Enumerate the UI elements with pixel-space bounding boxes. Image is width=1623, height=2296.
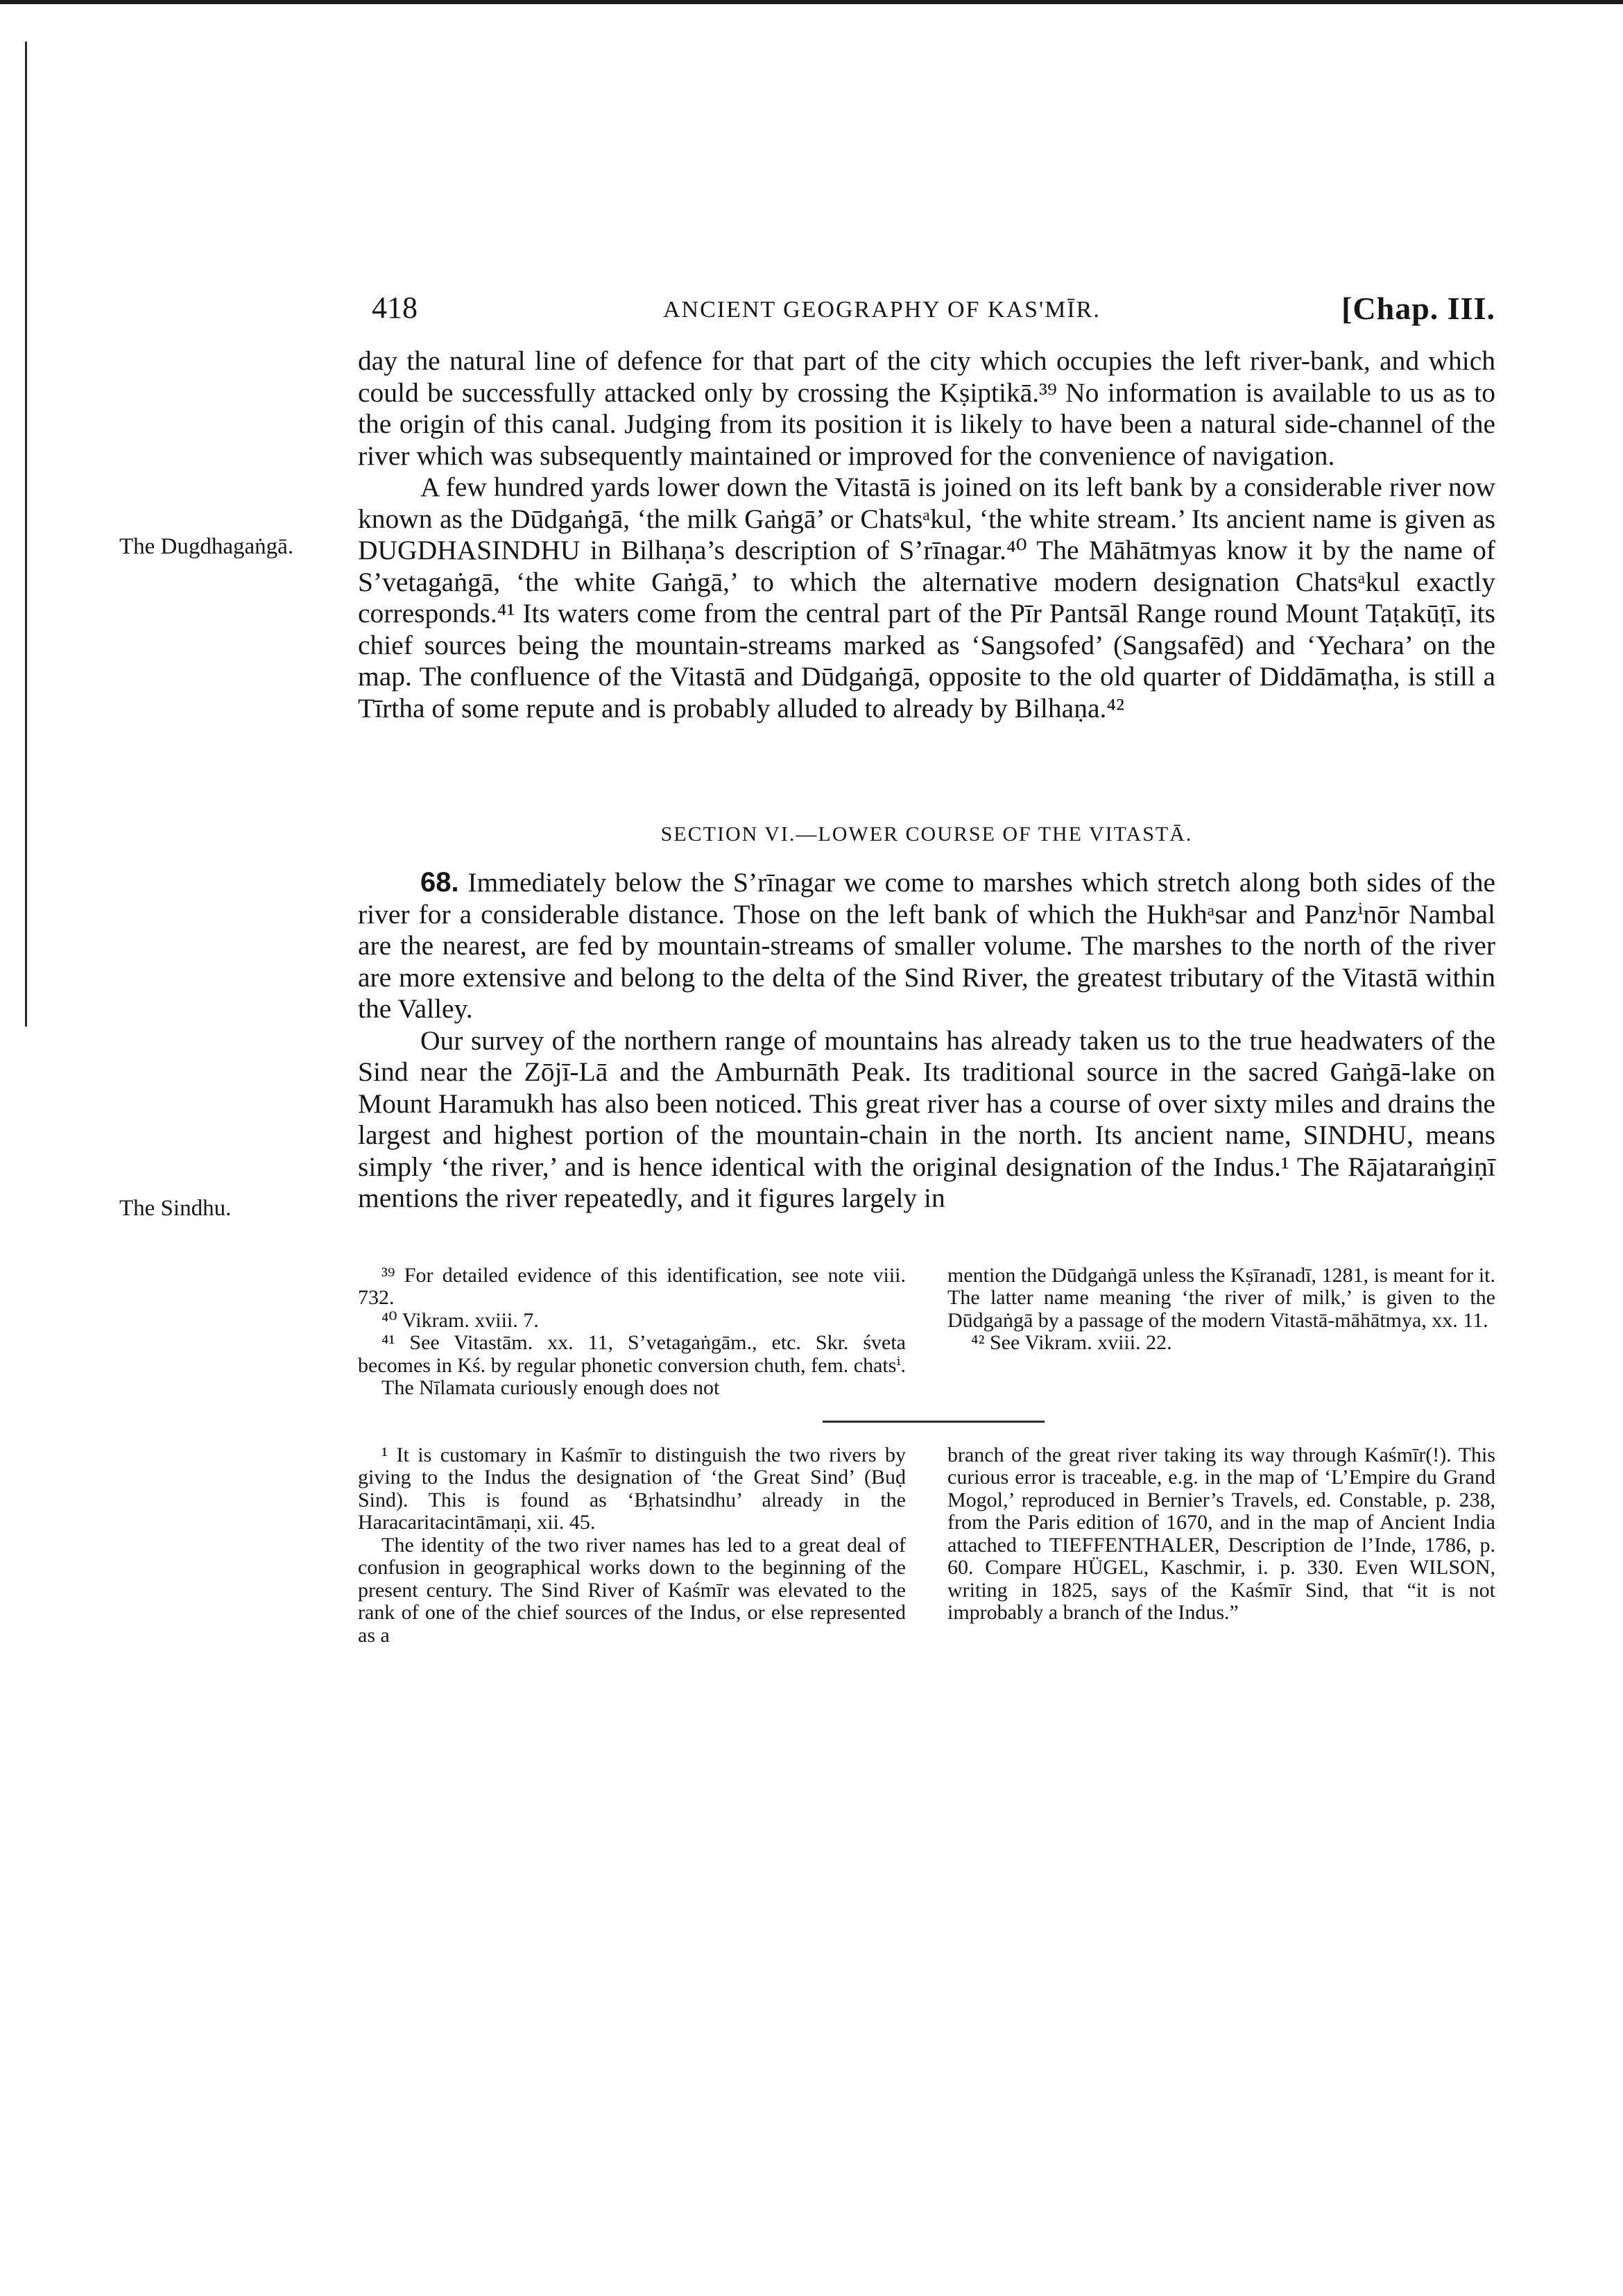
running-title: ANCIENT GEOGRAPHY OF KAS'MĪR.	[663, 297, 1101, 323]
section-number: 68.	[420, 867, 459, 898]
footnote-1: ¹ It is customary in Kaśmīr to distinguish the two rivers by giving to the Indus the designation of ‘the Great Sind’ (Buḍ Sind). This is found as ‘Bṛhatsindhu’ already in the Haracaritacintāmaṇi, xii. 45.	[358, 1443, 906, 1534]
paragraph-dugdhaganga: A few hundred yards lower down the Vitastā is joined on its left bank by a considerable river now known as the Dūdgaṅgā, ‘the milk Gaṅgā’ or Chatsᵃkul, ‘the white stream.’ Its ancient name is given as DUGDHASINDHU in Bilhaṇa’s description of S’rīnagar.⁴⁰ The Māhātmyas know it by the name of S’vetagaṅgā, ‘the white Gaṅgā,’ to which the alternative modern designation Chatsᵃkul exactly corresponds.⁴¹ Its waters come from the central part of the Pīr Pantsāl Range round Mount Taṭakūṭī, its chief sources being the mountain-streams marked as ‘Sangsofed’ (Sangsafēd) and ‘Yechara’ on the map. The confluence of the Vitastā and Dūdgaṅgā, opposite to the old quarter of Diddāmaṭha, is still a Tīrtha of some repute and is probably alluded to already by Bilhaṇa.⁴²	[358, 472, 1495, 723]
footnotes-top-left	[358, 1265, 906, 1400]
footnote-1-end: branch of the great river taking its way through Kaśmīr(!). This curious error is traceable, e.g. in the map of ‘L’Empire du Grand Mogol,’ reproduced in Bernier’s Travels, ed. Constable, p. 238, from the Paris edition of 1670, and in the map of Ancient India attached to TIEFFENTHALER, Description de l’Inde, 1786, p. 60. Compare HÜGEL, Kaschmir, i. p. 330. Even WILSON, writing in 1825, says of the Kaśmīr Sind, that “it is not improbably a branch of the Indus.”	[947, 1443, 1495, 1624]
margin-note-dugdhaganga: The Dugdhagaṅgā.	[119, 534, 294, 559]
footnotes-bottom-left	[358, 1444, 906, 1647]
running-header	[358, 290, 1495, 345]
paragraph-marshes	[358, 867, 1495, 1025]
page-number: 418	[372, 291, 418, 325]
paragraph-sindhu: Our survey of the northern range of mountains has already taken us to the true headwaters of the Sind near the Zōjī-Lā and the Amburnāth Peak. Its traditional source in the sacred Gaṅgā-lake on Mount Haramukh has also been noticed. This great river has a course of over sixty miles and drains the largest and highest portion of the mountain-chain in the north. Its ancient name, SINDHU, means simply ‘the river,’ and is hence identical with the original designation of the Indus.¹ The Rājataraṅgiṇī mentions the river repeatedly, and it figures largely in	[358, 1025, 1495, 1213]
footnotes-section-bottom	[358, 1444, 1495, 1647]
section-heading: SECTION VI.—LOWER COURSE OF THE VITASTĀ.	[660, 823, 1193, 846]
footnote-41-continued: The Nīlamata curiously enough does not	[381, 1376, 720, 1399]
footnote-39: ³⁹ For detailed evidence of this identification, see note viii. 732.	[358, 1263, 906, 1309]
footnote-41-end: mention the Dūdgaṅgā unless the Kṣīranadī, 1281, is meant for it. The latter name meaning ‘the river of milk,’ is given to the Dūdgaṅgā by a passage of the modern Vitastā-māhātmya, xx. 11.	[947, 1263, 1495, 1332]
top-border-line	[0, 0, 1623, 4]
left-gutter-line	[25, 42, 27, 1027]
footnote-42: ⁴² See Vikram. xviii. 22.	[971, 1331, 1172, 1354]
paragraph-canal: day the natural line of defence for that part of the city which occupies the left river-bank, and which could be successfully attacked only by crossing the Kṣiptikā.³⁹ No information is available to us as to the origin of this canal. Judging from its position it is likely to have been a natural side-channel of the river which was subsequently maintained or improved for the convenience of navigation.	[358, 345, 1495, 471]
footnote-40: ⁴⁰ Vikram. xviii. 7.	[381, 1308, 539, 1332]
paragraph-marshes-text: Immediately below the S’rīnagar we come to marshes which stretch along both sides of the river for a considerable distance. Those on the left bank of which the Hukhᵃsar and Panzⁱnōr Nambal are the nearest, are fed by mountain-streams of smaller volume. The marshes to the north of the river are more extensive and belong to the delta of the Sind River, the greatest tributary of the Vitastā within the Valley.	[358, 867, 1495, 1024]
book-page	[358, 290, 1495, 1647]
footnote-41: ⁴¹ See Vitastām. xx. 11, S’vetagaṅgām., etc. Skr. śveta becomes in Kś. by regular phonetic conversion chuth, fem. chatsⁱ.	[358, 1331, 906, 1377]
margin-note-sindhu: The Sindhu.	[119, 1196, 232, 1221]
footnotes-section-top	[358, 1265, 1495, 1400]
footnote-divider	[823, 1421, 1045, 1423]
chapter-label: [Chap. III.	[1341, 291, 1495, 326]
footnote-1-para-2: The identity of the two river names has led to a great deal of confusion in geographical works down to the beginning of the present century. The Sind River of Kaśmīr was elevated to the rank of one of the chief sources of the Indus, or else represented as a	[358, 1533, 906, 1647]
footnotes-bottom-right	[947, 1444, 1495, 1647]
footnotes-top-right	[947, 1265, 1495, 1400]
